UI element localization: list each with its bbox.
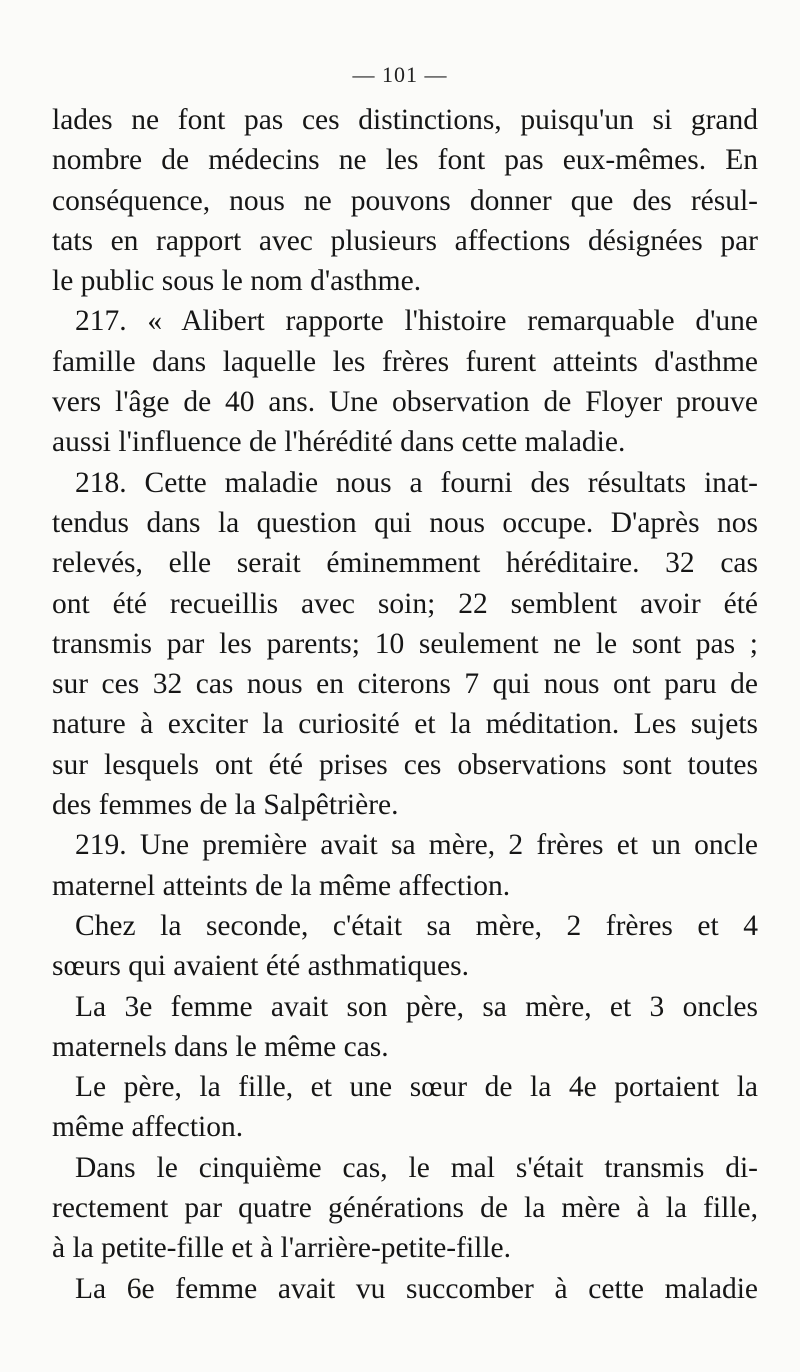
text-line: à la petite-fille et à l'arrière-petite-fille. [52, 1232, 512, 1265]
text-line: des femmes de la Salpêtrière. [52, 789, 399, 822]
text-line: nombre de médecins ne les font pas eux-mêmes. En [52, 144, 758, 177]
text-line: Le père, la fille, et une sœur de la 4e portaient la [75, 1071, 758, 1104]
text-line: La 6e femme avait vu succomber à cette maladie [75, 1272, 758, 1305]
text-line: La 3e femme avait son père, sa mère, et 3 oncles [75, 990, 758, 1023]
text-line: tendus dans la question qui nous occupe. D'après nos [52, 506, 758, 539]
text-line: 218. Cette maladie nous a fourni des résultats inat- [75, 466, 758, 499]
page-number-header: — 101 — [352, 62, 448, 87]
text-line: maternels dans le même cas. [52, 1030, 389, 1063]
text-line: conséquence, nous ne pouvons donner que des résul- [52, 184, 758, 217]
text-line: famille dans laquelle les frères furent atteints d'asthme [52, 345, 758, 378]
text-line: sur lesquels ont été prises ces observations sont toutes [52, 748, 758, 781]
text-line: ont été recueillis avec soin; 22 semblent avoir été [52, 587, 758, 620]
text-line: rectement par quatre générations de la mère à la fille, [52, 1192, 758, 1225]
text-line: nature à exciter la curiosité et la méditation. Les sujets [52, 708, 758, 741]
text-line: le public sous le nom d'asthme. [52, 265, 422, 298]
text-line: maternel atteints de la même affection. [52, 869, 511, 902]
text-line: aussi l'influence de l'hérédité dans cette maladie. [52, 426, 626, 459]
text-line: relevés, elle serait éminemment héréditaire. 32 cas [52, 547, 758, 580]
text-line: transmis par les parents; 10 seulement ne le sont pas ; [52, 627, 758, 660]
text-line: 217. « Alibert rapporte l'histoire remarquable d'une [75, 305, 758, 338]
body-text [52, 100, 758, 1309]
text-line: tats en rapport avec plusieurs affections désignées par [52, 224, 758, 257]
text-line: sur ces 32 cas nous en citerons 7 qui nous ont paru de [52, 668, 758, 701]
text-line: même affection. [52, 1111, 244, 1144]
text-line: Chez la seconde, c'était sa mère, 2 frères et 4 [75, 909, 758, 942]
text-line: Dans le cinquième cas, le mal s'était transmis di- [75, 1151, 758, 1184]
text-line: lades ne font pas ces distinctions, puisqu'un si grand [52, 104, 758, 136]
text-line: 219. Une première avait sa mère, 2 frères et un oncle [75, 829, 758, 862]
text-line: sœurs qui avaient été asthmatiques. [52, 950, 469, 983]
text-line: vers l'âge de 40 ans. Une observation de Floyer prouve [52, 386, 758, 419]
